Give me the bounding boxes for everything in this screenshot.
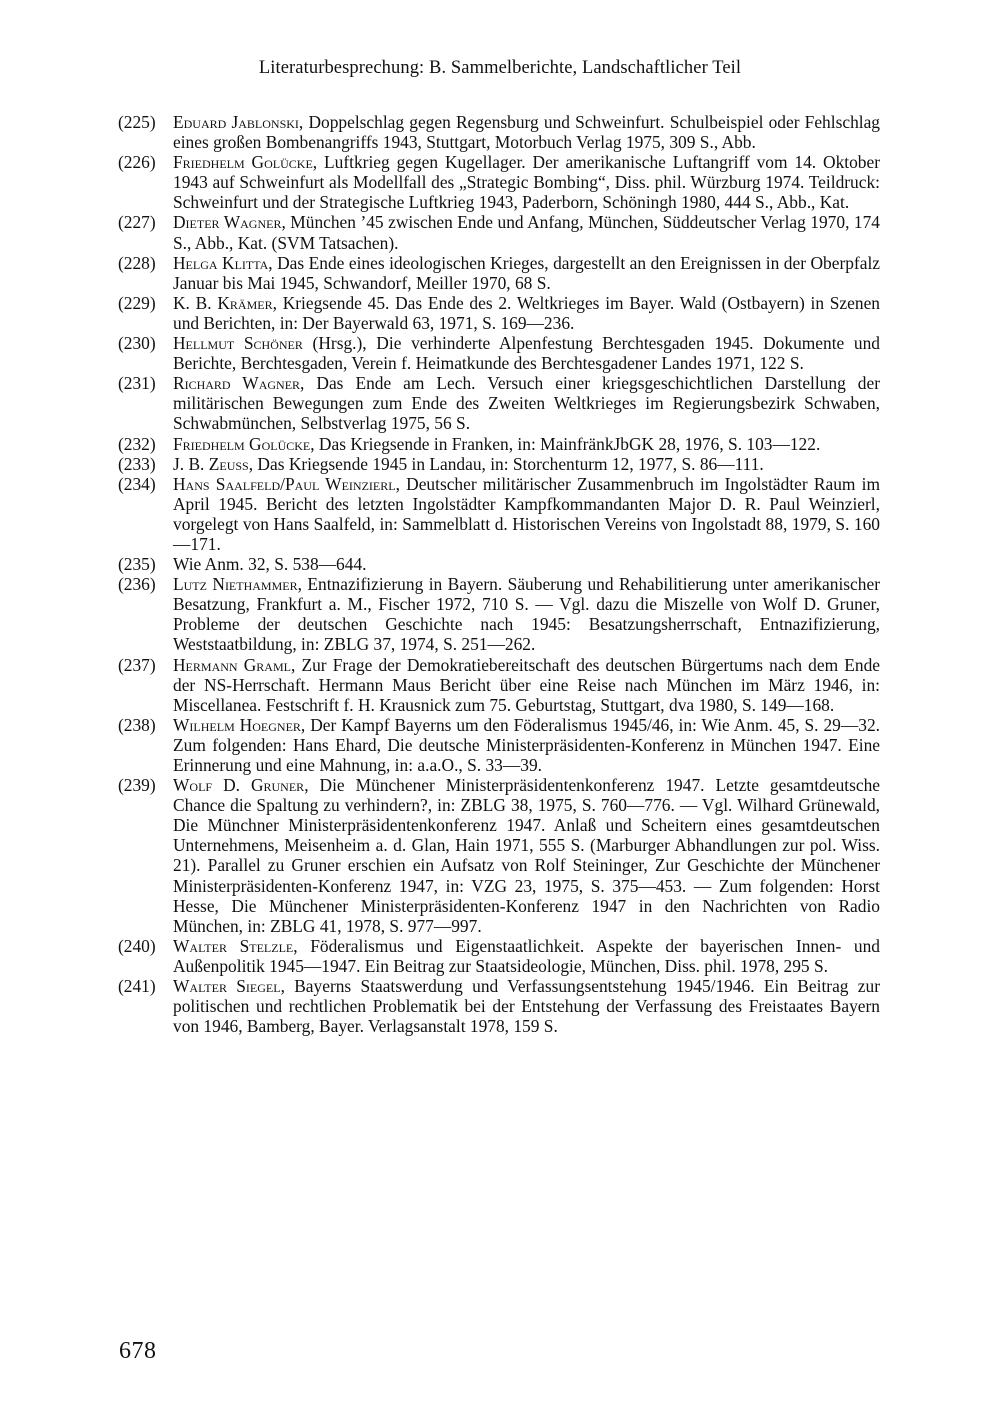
entry-text: , Luftkrieg gegen Kugellager. Der amerikanische Luftangriff vom 14. Oktober 1943 auf Schweinfurt als Modellfall des „Strategic Bombing“, Diss. phil. Würzburg 1974. Teildruck: Schweinfurt und der Strategische Luftkrieg 1943, Paderborn, Schöningh 1980, 444 S., Abb., Kat. (173, 152, 881, 213)
entry-text: , Deutscher militärischer Zusammenbruch im Ingolstädter Raum im April 1945. Bericht des letzten Ingolstädter Kampfkommandanten Major D. R. Paul Weinzierl, vorgelegt von Hans Saalfeld, in: Sammelblatt d. Historischen Vereins von Ingolstadt 88, 1979, S. 160—171. (173, 473, 880, 554)
entry-number: (234) (118, 473, 156, 494)
bibliography-list (118, 112, 880, 1036)
bibliography-entry (118, 454, 880, 474)
entry-text: , Der Kampf Bayerns um den Föderalismus 1945/46, in: Wie Anm. 45, S. 29—32. Zum folgenden: Hans Ehard, Die deutsche Ministerpräsidenten-Konferenz in München 1947. Eine Erinnerung und eine Mahnung, in: a.a.O., S. 33—39. (173, 714, 880, 775)
entry-author: Eduard Jablonski (173, 112, 299, 132)
bibliography-entry (118, 253, 880, 293)
entry-author: Richard Wagner (173, 373, 301, 394)
bibliography-entry (118, 574, 880, 654)
entry-text: , Das Kriegsende 1945 in Landau, in: Storchenturm 12, 1977, S. 86—111. (248, 453, 764, 474)
entry-text: , Föderalismus und Eigenstaatlichkeit. Aspekte der bayerischen Innen- und Außenpolitik 1945—1947. Ein Beitrag zur Staatsideologie, München, Diss. phil. 1978, 295 S. (173, 935, 880, 976)
bibliography-entry (118, 373, 880, 433)
bibliography-entry (118, 333, 880, 373)
entry-number: (229) (118, 292, 156, 313)
entry-number: (231) (118, 373, 156, 394)
entry-text: , Das Ende eines ideologischen Krieges, dargestellt an den Ereignissen in der Oberpfalz Januar bis Mai 1945, Schwandorf, Meiller 1970, 68 S. (173, 252, 880, 293)
entry-number: (241) (118, 976, 156, 997)
entry-number: (237) (118, 654, 156, 675)
entry-text: , Das Kriegsende in Franken, in: MainfränkJbGK 28, 1976, S. 103—122. (310, 433, 821, 454)
bibliography-entry (118, 212, 880, 252)
entry-number: (228) (118, 252, 156, 273)
entry-number: (232) (118, 433, 156, 454)
entry-number: (240) (118, 935, 156, 956)
entry-author: Walter Stelzle (173, 935, 294, 956)
bibliography-entry (118, 434, 880, 454)
entry-number: (236) (118, 574, 156, 595)
bibliography-entry (118, 112, 880, 152)
page-number: 678 (119, 1338, 157, 1364)
running-header: Literaturbesprechung: B. Sammelberichte, Landschaftlicher Teil (258, 58, 742, 78)
bibliography-entry (118, 775, 880, 936)
bibliography-entry (118, 936, 880, 976)
bibliography-entry (118, 474, 880, 554)
entry-author: Helga Klitta (173, 252, 269, 273)
entry-author: Hermann Graml (173, 654, 291, 675)
entry-text: , Die Münchener Ministerpräsidentenkonferenz 1947. Letzte gesamtdeutsche Chance die Spaltung zu verhindern?, in: ZBLG 38, 1975, S. 760—776. — Vgl. Wilhard Grünewald, Die Münchner Ministerpräsidentenkonferenz 1947. Anlaß und Scheitern eines gesamtdeutschen Unternehmens, Meisenheim a. d. Glan, Hain 1971, 555 S. (Marburger Abhandlungen zur pol. Wiss. 21). Parallel zu Gruner erschien ein Aufsatz von Rolf Steininger, Zur Geschichte der Münchener Ministerpräsidenten-Konferenz 1947, in: VZG 23, 1975, S. 375—453. — Zum folgenden: Horst Hesse, Die Münchener Ministerpräsidenten-Konferenz 1947 in den Nachrichten von Radio München, in: ZBLG 41, 1978, S. 977—997. (173, 775, 880, 936)
entry-author: Dieter Wagner (173, 212, 282, 233)
entry-text: , Bayerns Staatswerdung und Verfassungsentstehung 1945/1946. Ein Beitrag zur politischen und rechtlichen Problematik bei der Entstehung der Verfassung des Freistaates Bayern von 1946, Bamberg, Bayer. Verlagsanstalt 1978, 159 S. (173, 976, 880, 1037)
entry-author: Hellmut Schöner (173, 333, 303, 354)
entry-text: , Doppelschlag gegen Regensburg und Schweinfurt. Schulbeispiel oder Fehlschlag eines großen Bombenangriffs 1943, Stuttgart, Motorbuch Verlag 1975, 309 S., Abb. (173, 112, 881, 153)
bibliography-entry (118, 554, 880, 574)
entry-author: Wilhelm Hoegner (173, 714, 301, 735)
bibliography-entry (118, 655, 880, 715)
entry-text: , München ’45 zwischen Ende und Anfang, München, Süddeutscher Verlag 1970, 174 S., Abb., Kat. (SVM Tatsachen). (173, 212, 880, 253)
entry-author: J. B. Zeuss (173, 453, 249, 474)
entry-text: , Kriegsende 45. Das Ende des 2. Weltkrieges im Bayer. Wald (Ostbayern) in Szenen und Berichten, in: Der Bayerwald 63, 1971, S. 169—236. (173, 292, 880, 333)
entry-text: , Zur Frage der Demokratiebereitschaft des deutschen Bürgertums nach dem Ende der NS-Herrschaft. Hermann Maus Bericht über eine Reise nach München im März 1946, in: Miscellanea. Festschrift f. H. Krausnick zum 75. Geburtstag, Stuttgart, dva 1980, S. 149—168. (173, 654, 881, 715)
entry-text: (Hrsg.), Die verhinderte Alpenfestung Berchtesgaden 1945. Dokumente und Berichte, Berchtesgaden, Verein f. Heimatkunde des Berchtesgadener Landes 1971, 122 S. (173, 333, 880, 374)
bibliography-entry (118, 293, 880, 333)
entry-number: (225) (118, 112, 156, 132)
entry-author: Friedhelm Golücke (173, 433, 311, 454)
entry-text: , Entnazifizierung in Bayern. Säuberung und Rehabilitierung unter amerikanischer Besatzung, Frankfurt a. M., Fischer 1972, 710 S. — Vgl. dazu die Miszelle von Wolf D. Gruner, Probleme der deutschen Geschichte nach 1945: Besatzungsherrschaft, Entnazifizierung, Weststaatbildung, in: ZBLG 37, 1974, S. 251—262. (173, 574, 880, 655)
entry-number: (227) (118, 212, 156, 233)
entry-number: (235) (118, 554, 156, 575)
entry-number: (239) (118, 775, 156, 796)
entry-author: Lutz Niethammer (173, 574, 298, 595)
bibliography-entry (118, 152, 880, 212)
entry-author: Walter Siegel (173, 976, 281, 997)
entry-author: Friedhelm Golücke (173, 152, 313, 173)
bibliography-entry (118, 715, 880, 775)
entry-author: Wolf D. Gruner (173, 775, 305, 796)
entry-text: , Das Ende am Lech. Versuch einer kriegsgeschichtlichen Darstellung der militärischen Bewegungen zum Ende des Zweiten Weltkrieges im Regierungsbezirk Schwaben, Schwabmünchen, Selbstverlag 1975, 56 S. (173, 373, 880, 434)
entry-number: (230) (118, 333, 156, 354)
entry-author: K. B. Krämer (173, 292, 273, 313)
entry-number: (233) (118, 453, 156, 474)
entry-number: (238) (118, 714, 156, 735)
entry-number: (226) (118, 152, 156, 173)
entry-text: Wie Anm. 32, S. 538—644. (173, 554, 367, 575)
bibliography-entry (118, 976, 880, 1036)
entry-author: Hans Saalfeld/Paul Weinzierl (173, 473, 396, 494)
